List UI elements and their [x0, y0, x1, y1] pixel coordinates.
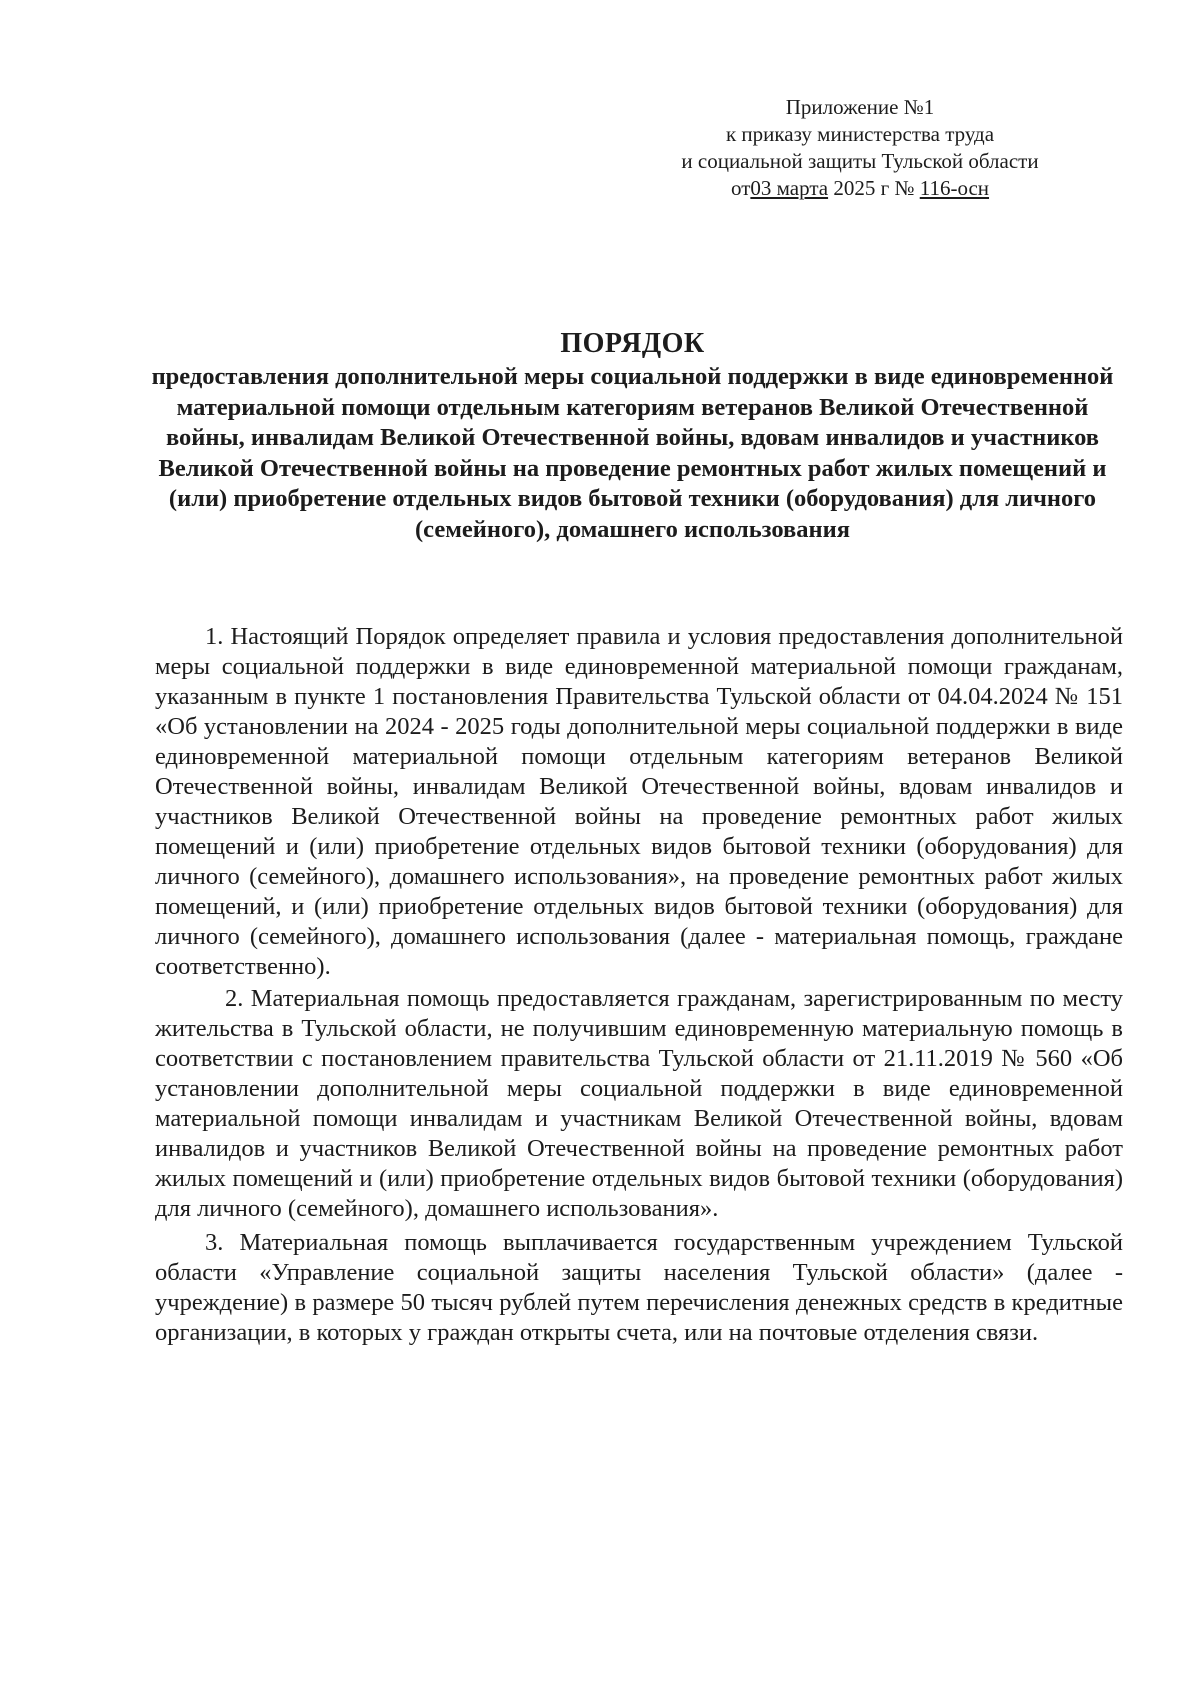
appendix-block: [640, 94, 1080, 202]
paragraph-2: 2. Материальная помощь предоставляется гражданам, зарегистрированным по месту жительства в Тульской области, не получившим единовременную материальную помощь в соответствии с постановлением правительства Тульской области от 21.11.2019 № 560 «Об установлении дополнительной меры социальной поддержки в виде единовременной материальной помощи инвалидам и участникам Великой Отечественной войны, вдовам инвалидов и участников Великой Отечественной войны на проведение ремонтных работ жилых помещений и (или) приобретение отдельных видов бытовой техники (оборудования) для личного (семейного), домашнего использования».: [155, 985, 1123, 1222]
date-prefix: от: [730, 176, 751, 200]
document-title: ПОРЯДОК: [560, 328, 705, 359]
order-number: 116-осн: [919, 176, 990, 200]
paragraph-1: 1. Настоящий Порядок определяет правила и условия предоставления дополнительной меры социальной поддержки в виде единовременной материальной помощи гражданам, указанным в пункте 1 постановления Правительства Тульской области от 04.04.2024 № 151 «Об установлении на 2024 - 2025 годы дополнительной меры социальной поддержки в виде единовременной материальной помощи отдельным категориям ветеранов Великой Отечественной войны, инвалидам Великой Отечественной войны, вдовам инвалидов и участников Великой Отечественной войны на проведение ремонтных работ жилых помещений и (или) приобретение отдельных видов бытовой техники (оборудования) для личного (семейного), домашнего использования», на проведение ремонтных работ жилых помещений, и (или) приобретение отдельных видов бытовой техники (оборудования) для личного (семейного), домашнего использования (далее - материальная помощь, граждане соответственно).: [155, 623, 1123, 980]
document-subtitle: предоставления дополнительной меры социальной поддержки в виде единовременной материальной помощи отдельным категориям ветеранов Великой Отечественной войны, инвалидам Великой Отечественной войны, вдовам инвалидов и участников Великой Отечественной войны на проведение ремонтных работ жилых помещений и (или) приобретение отдельных видов бытовой техники (оборудования) для личного (семейного), домашнего использования: [151, 363, 1114, 543]
appendix-title: Приложение №1: [785, 95, 935, 119]
appendix-order-line: к приказу министерства труда: [725, 122, 995, 146]
appendix-date-line: [640, 175, 1080, 202]
document-body: [155, 622, 1123, 1348]
date-suffix: 2025 г №: [833, 176, 915, 200]
paragraph-3: 3. Материальная помощь выплачивается государственным учреждением Тульской области «Управление социальной защиты населения Тульской области» (далее - учреждение) в размере 50 тысяч рублей путем перечисления денежных средств в кредитные организации, в которых у граждан открыты счета, или на почтовые отделения связи.: [155, 1229, 1123, 1346]
appendix-ministry-line: и социальной защиты Тульской области: [681, 149, 1039, 173]
order-date: 03 марта: [750, 176, 829, 200]
